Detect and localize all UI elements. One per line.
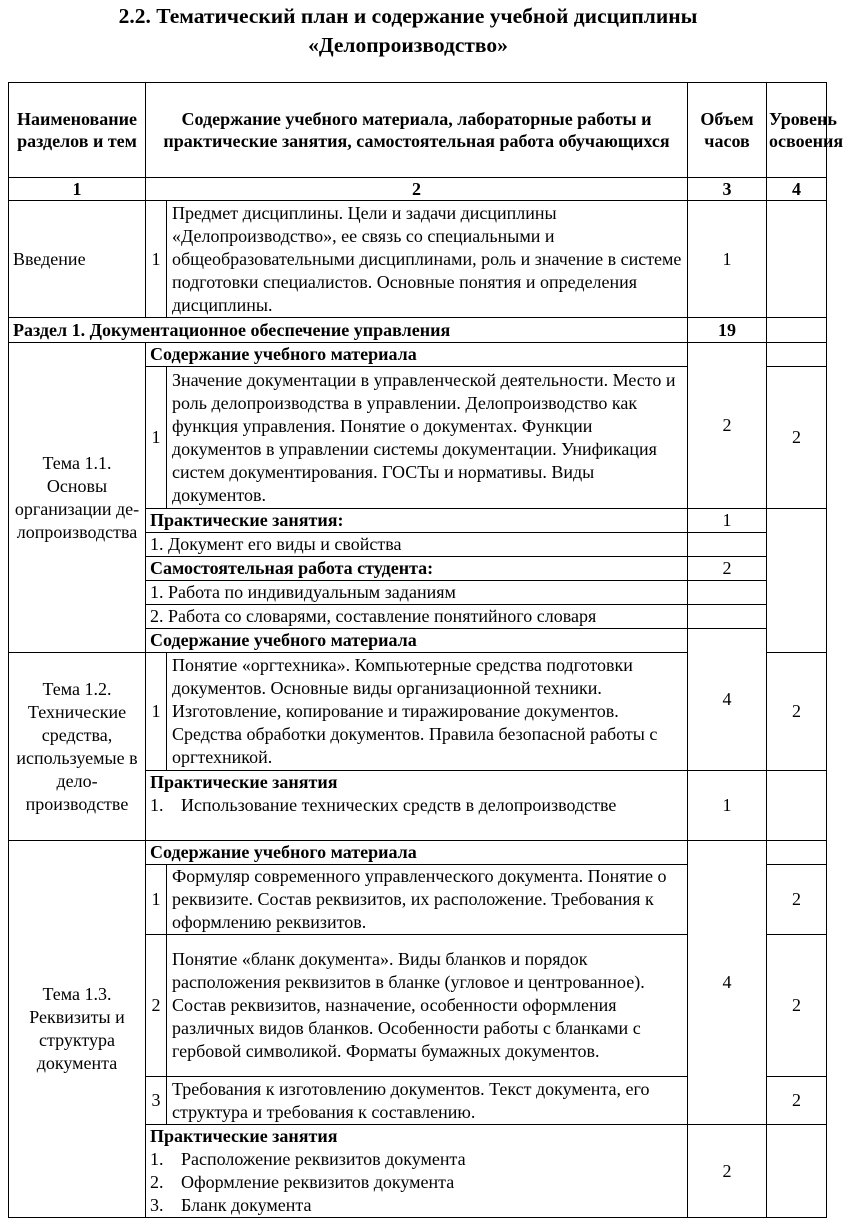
topic-1-3-item-3-number: 3 bbox=[146, 1077, 167, 1125]
header-level: Уровень освоения bbox=[767, 83, 827, 178]
thematic-plan-table bbox=[8, 82, 843, 1218]
topic-1-3-practice-item-1-text: Расположение реквизитов документа bbox=[181, 1149, 466, 1169]
topic-1-1-self-hours: 2 bbox=[688, 557, 767, 581]
topic-1-3-practice-item-2-number: 2. bbox=[150, 1172, 164, 1192]
header-section-names: Наименование разделов и тем bbox=[9, 83, 146, 178]
topic-1-3-item-2-number: 2 bbox=[146, 935, 167, 1077]
topic-1-1-self-item-1-hours bbox=[688, 581, 767, 605]
topic-1-3-item-1-level: 2 bbox=[767, 865, 827, 935]
topic-1-2-practice-label: Практические занятия bbox=[150, 772, 338, 792]
section-1-hours: 19 bbox=[688, 318, 767, 343]
topic-1-3-level-blank bbox=[767, 841, 827, 865]
topic-1-3-item-3-text: Требования к изготовлению документов. Текст документа, его структура и требования к составлению. bbox=[167, 1077, 688, 1125]
topic-1-2-practice-item-text: Использование технических средств в делопроизводстве bbox=[181, 795, 617, 815]
topic-1-1-self-item-2-hours bbox=[688, 605, 767, 629]
intro-number: 1 bbox=[146, 201, 167, 318]
topic-1-3-practice-hours: 2 bbox=[688, 1125, 767, 1218]
topic-1-3-name: Тема 1.3. Реквизиты и структура документа bbox=[9, 841, 146, 1218]
title-line-2: «Делопроизводство» bbox=[308, 33, 508, 57]
topic-1-2-level: 2 bbox=[767, 653, 827, 771]
topic-1-2-name: Тема 1.2. Технические средства, используемые в дело-производстве bbox=[9, 653, 146, 841]
topic-1-3-practice-item-3-number: 3. bbox=[150, 1195, 164, 1215]
topic-1-1-name: Тема 1.1. Основы организации де-лопроизводства bbox=[9, 343, 146, 653]
topic-1-1-item-text: Значение документации в управленческой деятельности. Место и роль делопроизводства в управлении. Делопроизводство как функция управления. Понятие о документах. Функции документов в управлении системы документации. Унификация систем документирования. ГОСТы и нормативы. Виды документов. bbox=[167, 367, 688, 509]
topic-1-1-self-label: Самостоятельная работа студента: bbox=[146, 557, 688, 581]
intro-text: Предмет дисциплины. Цели и задачи дисциплины «Делопроизводство», ее связь со специальными и общеобразовательными дисциплинами, роль и значение в системе подготовки специалистов. Основные понятия и определения дисциплины. bbox=[167, 201, 688, 318]
topic-1-2-practice-hours: 1 bbox=[688, 771, 767, 841]
topic-1-1-self-item-2: 2. Работа со словарями, составление понятийного словаря bbox=[146, 605, 688, 629]
topic-1-2-item-text: Понятие «оргтехника». Компьютерные средства подготовки документов. Основные виды организационной техники. Изготовление, копирование и тиражирование документов. Средства обработки документов. Правила безопасной работы с оргтехникой. bbox=[167, 653, 688, 771]
intro-level bbox=[767, 201, 827, 318]
section-1-level bbox=[767, 318, 827, 343]
column-number-3: 3 bbox=[688, 178, 767, 201]
topic-1-1-level-blank bbox=[767, 343, 827, 367]
topic-1-1-item-number: 1 bbox=[146, 367, 167, 509]
section-1-row bbox=[9, 318, 827, 343]
topic-1-1-level-blank-lower bbox=[767, 509, 827, 653]
topic-1-1-practice-hours: 1 bbox=[688, 509, 767, 533]
topic-1-1-practice-item: 1. Документ его виды и свойства bbox=[146, 533, 688, 557]
topic-1-3-practice-label: Практические занятия bbox=[150, 1126, 338, 1146]
topic-1-3-practice-item-3 bbox=[150, 1194, 683, 1217]
column-number-4: 4 bbox=[767, 178, 827, 201]
topic-1-3-item-2-text: Понятие «бланк документа». Виды бланков и порядок расположения реквизитов в бланке (угловое и центрованное). Состав реквизитов, назначение, особенности оформления различных видов бланков. Особенности работы с бланками с гербовой символикой. Форматы бумажных документов. bbox=[167, 935, 688, 1077]
topic-1-3-practice-item-3-text: Бланк документа bbox=[181, 1195, 312, 1215]
header-row bbox=[9, 83, 827, 178]
intro-row bbox=[9, 201, 827, 318]
header-hours: Объем часов bbox=[688, 83, 767, 178]
topic-1-3-content-label: Содержание учебного материала bbox=[146, 841, 688, 865]
topic-1-3-practice-item-1 bbox=[150, 1148, 683, 1171]
topic-1-2-content-label: Содержание учебного материала bbox=[146, 629, 688, 653]
topic-1-1-practice-item-hours bbox=[688, 533, 767, 557]
topic-1-3-practice-item-2 bbox=[150, 1171, 683, 1194]
topic-1-1-self-item-1: 1. Работа по индивидуальным заданиям bbox=[146, 581, 688, 605]
topic-1-2-item-number: 1 bbox=[146, 653, 167, 771]
topic-1-3-item-2-level: 2 bbox=[767, 935, 827, 1077]
intro-name: Введение bbox=[9, 201, 146, 318]
topic-1-1-practice-label: Практические занятия: bbox=[146, 509, 688, 533]
column-numbers-row bbox=[9, 178, 827, 201]
topic-1-2-practice bbox=[146, 771, 688, 841]
topic-1-3-practice-level bbox=[767, 1125, 827, 1218]
topic-1-3-item-1-number: 1 bbox=[146, 865, 167, 935]
topic-1-1-hours: 2 bbox=[688, 343, 767, 509]
topic-1-3-practice-item-1-number: 1. bbox=[150, 1149, 164, 1169]
page-title bbox=[0, 2, 816, 60]
topic-1-3-content-label-row bbox=[9, 841, 827, 865]
column-number-1: 1 bbox=[9, 178, 146, 201]
topic-1-1-content-label: Содержание учебного материала bbox=[146, 343, 688, 367]
topic-1-3-hours: 4 bbox=[688, 841, 767, 1125]
topic-1-2-practice-item bbox=[150, 794, 683, 817]
topic-1-3-item-1-text: Формуляр современного управленческого документа. Понятие о реквизите. Состав реквизитов, их расположение. Требования к оформлению реквизитов. bbox=[167, 865, 688, 935]
section-1-title: Раздел 1. Документационное обеспечение управления bbox=[9, 318, 688, 343]
topic-1-2-practice-level bbox=[767, 771, 827, 841]
intro-hours: 1 bbox=[688, 201, 767, 318]
topic-1-3-practice-item-2-text: Оформление реквизитов документа bbox=[181, 1172, 455, 1192]
header-content: Содержание учебного материала, лабораторные работы и практические занятия, самостоятельная работа обучающихся bbox=[146, 83, 688, 178]
topic-1-3-item-3-level: 2 bbox=[767, 1077, 827, 1125]
topic-1-3-practice bbox=[146, 1125, 688, 1218]
title-line-1: 2.2. Тематический план и содержание учебной дисциплины bbox=[118, 4, 698, 28]
column-number-2: 2 bbox=[146, 178, 688, 201]
topic-1-1-content-label-row bbox=[9, 343, 827, 367]
topic-1-2-practice-item-number: 1. bbox=[150, 795, 164, 815]
topic-1-2-hours: 4 bbox=[688, 629, 767, 771]
topic-1-1-level: 2 bbox=[767, 367, 827, 509]
